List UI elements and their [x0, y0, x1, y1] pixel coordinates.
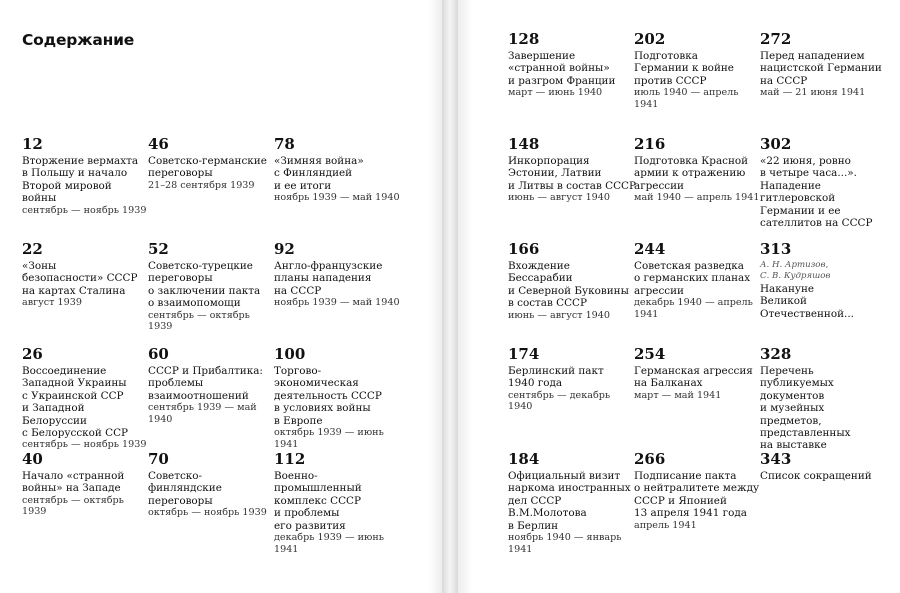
toc-date-range: ноябрь 1939 — май 1940	[274, 297, 400, 309]
toc-entry	[634, 240, 762, 320]
toc-entry	[760, 240, 888, 320]
toc-date-range: 21–28 сентября 1939	[148, 179, 255, 191]
toc-section-title: Завершение «странной войны» и разгром Франции	[508, 50, 616, 87]
toc-entry	[274, 135, 402, 204]
toc-date-range: сентябрь — октябрь 1939	[148, 309, 250, 333]
toc-page-number: 92	[274, 240, 295, 258]
toc-entry	[508, 30, 636, 99]
toc-section-title: Перед нападением нацистской Германии на СССР	[760, 50, 882, 87]
toc-page-number: 328	[760, 345, 792, 363]
toc-date-range: декабрь 1940 — апрель 1941	[634, 297, 753, 320]
toc-entry	[508, 240, 636, 321]
toc-section-title: Официальный визит наркома иностранных дел СССР В.М.Молотова в Берлин	[508, 470, 631, 532]
toc-entry	[508, 450, 636, 555]
toc-entry	[634, 345, 762, 401]
toc-date-range: июнь — август 1940	[508, 309, 610, 321]
toc-page-number: 148	[508, 135, 540, 153]
contents-title: Содержание	[22, 31, 135, 49]
toc-page-number: 12	[22, 135, 43, 153]
toc-page-number: 22	[22, 240, 43, 258]
toc-page-number: 343	[760, 450, 792, 468]
toc-page-number: 46	[148, 135, 169, 153]
toc-entry	[634, 135, 762, 204]
toc-page-number: 112	[274, 450, 306, 468]
toc-section-title: Вторжение вермахта в Польшу и начало Второй мировой войны	[22, 155, 139, 205]
toc-section-title: Подписание пакта о нейтралитете между СССР и Японией 13 апреля 1941 года	[634, 470, 760, 520]
toc-date-range: март — июнь 1940	[508, 87, 603, 99]
toc-authors: А. Н. Артизов, С. В. Кудряшов	[760, 260, 831, 282]
toc-page-number: 40	[22, 450, 43, 468]
toc-section-title: Советско-германские переговоры	[148, 155, 267, 180]
toc-page-number: 272	[760, 30, 792, 48]
toc-section-title: Подготовка Германии к войне против СССР	[634, 50, 734, 87]
toc-page-number: 302	[760, 135, 792, 153]
toc-date-range: сентябрь — октябрь 1939	[22, 494, 124, 518]
toc-section-title: Англо-французские планы нападения на СССР	[274, 260, 383, 297]
toc-date-range: сентябрь — ноябрь 1939	[22, 204, 147, 216]
toc-entry	[508, 135, 636, 204]
toc-section-title: Торгово- экономическая деятельность СССР в условиях войны в Европе	[274, 365, 382, 427]
toc-entry	[274, 450, 402, 555]
toc-entry	[760, 450, 888, 482]
toc-page-number: 313	[760, 240, 792, 258]
toc-page-number: 128	[508, 30, 540, 48]
toc-section-title: Список сокращений	[760, 470, 872, 482]
page-shadow	[428, 0, 442, 593]
toc-entry	[508, 345, 636, 413]
toc-page-number: 244	[634, 240, 666, 258]
toc-section-title: Военно-промышленный комплекс СССР и проблемы его развития	[274, 470, 362, 532]
toc-section-title: Советско- финляндские переговоры	[148, 470, 222, 507]
toc-entry	[22, 450, 150, 518]
toc-page-number: 52	[148, 240, 169, 258]
toc-date-range: июнь — август 1940	[508, 192, 610, 204]
toc-page-number: 100	[274, 345, 306, 363]
toc-section-title: Берлинский пакт 1940 года	[508, 365, 604, 390]
toc-entry	[274, 345, 402, 450]
toc-entry	[634, 450, 762, 531]
toc-section-title: Инкорпорация Эстонии, Латвии и Литвы в состав СССР	[508, 155, 636, 192]
left-page	[0, 0, 442, 593]
toc-entry	[22, 240, 150, 309]
toc-section-title: «Зоны безопасности» СССР на картах Сталина	[22, 260, 138, 297]
toc-page-number: 174	[508, 345, 540, 363]
book-gutter	[442, 0, 458, 593]
toc-section-title: Германская агрессия на Балканах	[634, 365, 753, 390]
toc-entry	[22, 135, 150, 216]
toc-date-range: май — 21 июня 1941	[760, 87, 866, 99]
toc-date-range: сентябрь — ноябрь 1939	[22, 439, 147, 451]
toc-page-number: 216	[634, 135, 666, 153]
toc-date-range: ноябрь 1940 — январь 1941	[508, 532, 622, 555]
toc-date-range: октябрь — ноябрь 1939	[148, 507, 267, 519]
toc-date-range: сентябрь 1939 — май 1940	[148, 402, 257, 425]
toc-entry	[148, 450, 276, 519]
toc-page-number: 78	[274, 135, 295, 153]
toc-date-range: март — май 1941	[634, 389, 722, 401]
toc-page-number: 60	[148, 345, 169, 363]
toc-entry	[148, 345, 276, 425]
toc-entry	[760, 30, 888, 99]
toc-entry	[148, 240, 276, 333]
toc-section-title: Подготовка Красной армии к отражению агрессии	[634, 155, 749, 192]
toc-page-number: 184	[508, 450, 540, 468]
toc-entry	[274, 240, 402, 309]
toc-section-title: СССР и Прибалтика: проблемы взаимоотношений	[148, 365, 263, 402]
toc-date-range: ноябрь 1939 — май 1940	[274, 192, 400, 204]
toc-date-range: апрель 1941	[634, 519, 697, 531]
toc-page-number: 266	[634, 450, 666, 468]
toc-page-number: 166	[508, 240, 540, 258]
toc-date-range: сентябрь — декабрь 1940	[508, 389, 611, 413]
toc-page-number: 202	[634, 30, 666, 48]
right-page	[458, 0, 900, 593]
toc-date-range: август 1939	[22, 297, 82, 309]
toc-section-title: Накануне Великой Отечественной...	[760, 282, 854, 320]
toc-date-range: июль 1940 — апрель 1941	[634, 87, 739, 110]
toc-section-title: Советская разведка о германских планах агрессии	[634, 260, 751, 297]
toc-entry	[634, 30, 762, 110]
toc-section-title: Перечень публикуемых документов и музейных предметов, представленных на выставке	[760, 365, 851, 452]
toc-page-number: 70	[148, 450, 169, 468]
toc-section-title: «22 июня, ровно в четыре часа...». Нападение гитлеровской Германии и ее сателлитов на СССР	[760, 155, 873, 230]
toc-entry	[760, 345, 888, 452]
toc-date-range: октябрь 1939 — июнь 1941	[274, 427, 384, 450]
page-shadow	[458, 0, 472, 593]
toc-entry	[148, 135, 276, 191]
toc-section-title: Воссоединение Западной Украины с Украинской ССР и Западной Белоруссии с Белорусской ССР	[22, 365, 129, 440]
toc-page-number: 254	[634, 345, 666, 363]
toc-section-title: «Зимняя война» с Финляндией и ее итоги	[274, 155, 364, 192]
toc-section-title: Советско-турецкие переговоры о заключении пакта о взаимопомощи	[148, 260, 261, 310]
toc-entry	[760, 135, 888, 229]
toc-date-range: май 1940 — апрель 1941	[634, 192, 760, 204]
toc-section-title: Вхождение Бессарабии и Северной Буковины в состав СССР	[508, 260, 629, 310]
toc-date-range: декабрь 1939 — июнь 1941	[274, 532, 384, 555]
toc-section-title: Начало «странной войны» на Западе	[22, 470, 125, 495]
toc-page-number: 26	[22, 345, 43, 363]
toc-entry	[22, 345, 150, 451]
